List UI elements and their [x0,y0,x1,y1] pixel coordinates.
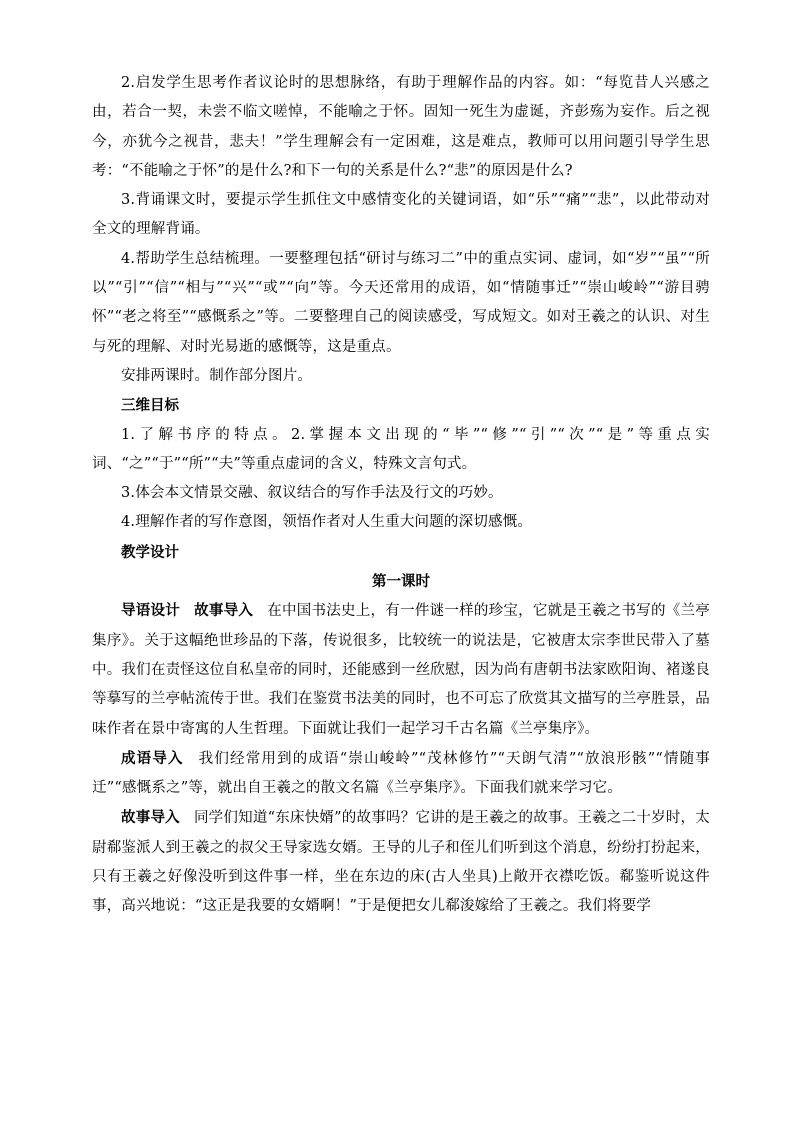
paragraph-schedule: 安排两课时。制作部分图片。 [121,367,313,384]
goal-item-4: 4.理解作者的写作意图，领悟作者对人生重大问题的深切感慨。 [121,514,533,531]
heading-three-dimensional-goals: 三维目标 [121,397,179,415]
paragraph-point-3: 3.背诵课文时，要提示学生抓住文中感情变化的关键词语，如“乐”“痛”“悲”，以此带动对全文的理解背诵。 [92,192,710,238]
page-content [92,69,710,922]
paragraph-intro-idiom [92,744,710,804]
heading-first-lesson: 第一课时 [372,573,430,591]
intro-lead-type: 故事导入 [121,809,180,827]
intro-lead-label: 导语设计 [121,602,181,620]
paragraph-intro-story-1 [92,596,710,743]
intro-text: 我们经常用到的成语“崇山峻岭”“茂林修竹”“天朗气清”“放浪形骸”“情随事迁”“感慨系之”等，就出自王羲之的散文名篇《兰亭集序》。下面我们就来学习它。 [92,750,710,797]
paragraph-point-2: 2.启发学生思考作者议论时的思想脉络，有助于理解作品的内容。如：“每览昔人兴感之由，若合一契，未尝不临文嗟悼，不能喻之于怀。固知一死生为虚诞，齐彭殇为妄作。后之视今，亦犹今之视昔，悲夫！”学生理解会有一定困难，这是难点，教师可以用问题引导学生思考：“不能喻之于怀”的是什么?和下一句的关系是什么?“悲”的原因是什么? [92,75,710,179]
intro-lead-type: 成语导入 [121,749,184,767]
paragraph-point-4: 4.帮助学生总结梳理。一要整理包括“研讨与练习二”中的重点实词、虚词，如“岁”“虽”“所以”“引”“信”“相与”“兴”“或”“向”等。今天还常用的成语，如“情随事迁”“崇山峻岭”“游目骋怀”“老之将至”“感慨系之”等。二要整理自己的阅读感受，写成短文。如对王羲之的认识、对生与死的理解、对时光易逝的感慨等，这是重点。 [92,250,710,355]
goal-item-3: 3.体会本文情景交融、叙议结合的写作手法及行文的巧妙。 [121,485,503,502]
intro-text: 在中国书法史上，有一件谜一样的珍宝，它就是王羲之书写的《兰亭集序》。关于这幅绝世珍品的下落，传说很多，比较统一的说法是，它被唐太宗李世民带入了墓中。我们在责怪这位自私皇帝的同时，还能感到一丝欣慰，因为尚有唐朝书法家欧阳询、褚遂良等摹写的兰亭帖流传于世。我们在鉴赏书法美的同时，也不可忘了欣赏其文描写的兰亭胜景，品味作者在景中寄寓的人生哲理。下面就让我们一起学习千古名篇《兰亭集序》。 [92,603,710,737]
goal-item-1-2: 1.了解书序的特点。2.掌握本文出现的“毕”“修”“引”“次”“是”等重点实词、“之”“于”“所”“夫”等重点虚词的含义，特殊文言句式。 [92,426,710,472]
paragraph-intro-story-2 [92,803,710,921]
intro-text: 同学们知道“东床快婿”的故事吗？它讲的是王羲之的故事。王羲之二十岁时，太尉郗鉴派人到王羲之的叔父王导家选女婿。王导的儿子和侄儿们听到这个消息，纷纷打扮起来，只有王羲之好像没听到这件事一样，坐在东边的床(古人坐具)上敞开衣襟吃饭。郗鉴听说这件事，高兴地说：“这正是我要的女婿啊！”于是便把女儿郗浚嫁给了王羲之。我们将要学 [92,810,710,915]
intro-lead-type: 故事导入 [194,602,254,620]
heading-teaching-design: 教学设计 [121,543,179,561]
